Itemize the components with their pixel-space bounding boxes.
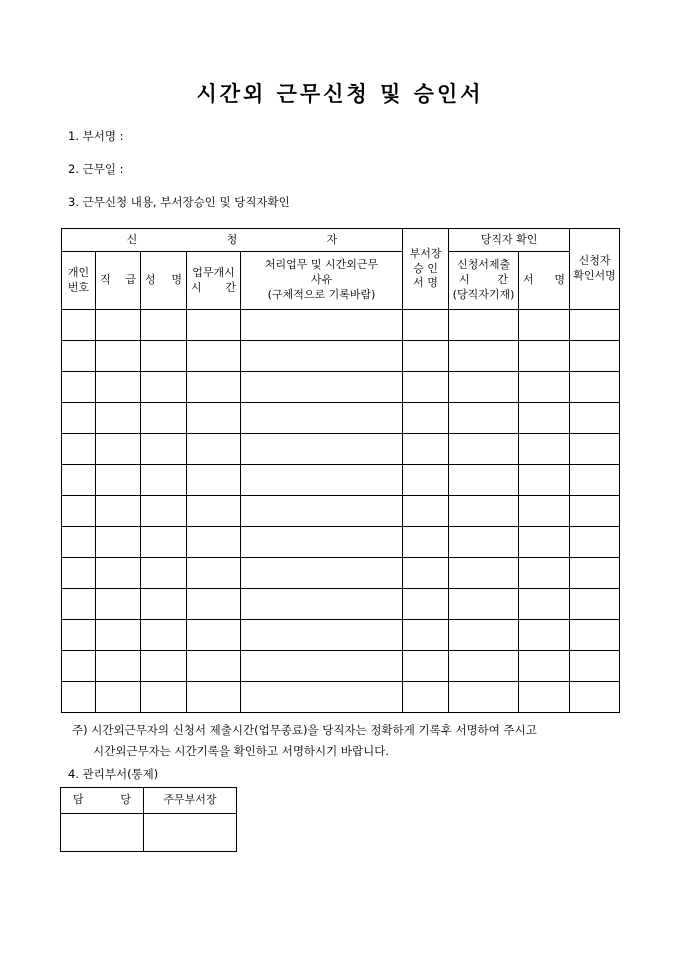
table-cell[interactable] — [96, 403, 141, 434]
table-cell[interactable] — [449, 682, 519, 713]
table-cell[interactable] — [96, 434, 141, 465]
table-cell[interactable] — [519, 651, 570, 682]
table-cell[interactable] — [141, 651, 187, 682]
work-reason-line1: 처리업무 및 시간외근무 — [264, 258, 379, 272]
table-cell[interactable] — [187, 620, 241, 651]
table-cell[interactable] — [62, 589, 96, 620]
mgmt-staff-char-1: 담 — [73, 793, 84, 807]
table-cell[interactable] — [570, 682, 620, 713]
table-cell[interactable] — [141, 527, 187, 558]
submit-time-char-2: 간 — [497, 273, 509, 287]
table-cell[interactable] — [96, 651, 141, 682]
start-time-char-1: 시 — [191, 280, 202, 294]
work-date-label: 2. 근무일 : — [68, 162, 124, 176]
note-line1: 시간외근무자의 신청서 제출시간(업무종료)을 당직자는 정확하게 기록후 서명하여 주시고 — [91, 723, 537, 737]
table-cell[interactable] — [403, 310, 449, 341]
table-cell[interactable] — [449, 372, 519, 403]
table-cell[interactable] — [62, 465, 96, 496]
mgmt-staff-header — [61, 788, 144, 814]
table-cell[interactable] — [449, 496, 519, 527]
table-cell[interactable] — [187, 434, 241, 465]
table-cell[interactable] — [241, 682, 403, 713]
table-cell[interactable] — [403, 341, 449, 372]
table-cell[interactable] — [241, 651, 403, 682]
submit-time-line3: (당직자기재) — [452, 287, 515, 301]
table-cell[interactable] — [141, 496, 187, 527]
confirm-line1: 신청자 — [578, 254, 611, 268]
table-cell[interactable] — [449, 589, 519, 620]
duty-sign-char-2: 명 — [554, 273, 566, 287]
table-cell[interactable] — [96, 496, 141, 527]
mgmt-chief-header: 주무부서장 — [144, 788, 237, 814]
start-time-line1: 업무개시 — [192, 265, 235, 279]
table-row — [62, 682, 620, 713]
dept-head-line3: 서 명 — [413, 276, 438, 290]
table-cell[interactable] — [570, 496, 620, 527]
applicant-group-header — [62, 229, 403, 252]
table-cell[interactable] — [403, 589, 449, 620]
table-cell[interactable] — [62, 682, 96, 713]
table-cell[interactable] — [187, 682, 241, 713]
table-cell[interactable] — [62, 434, 96, 465]
dept-head-line2: 승 인 — [413, 261, 438, 275]
dept-name-label: 1. 부서명 : — [68, 129, 124, 143]
work-reason-header — [241, 252, 403, 310]
table-cell[interactable] — [570, 403, 620, 434]
table-cell[interactable] — [241, 310, 403, 341]
table-cell[interactable] — [570, 558, 620, 589]
table-cell[interactable] — [241, 465, 403, 496]
submit-time-header — [449, 252, 519, 310]
table-cell[interactable] — [241, 527, 403, 558]
table-cell[interactable] — [62, 403, 96, 434]
table-cell[interactable] — [449, 651, 519, 682]
note-line2: 시간외근무자는 시간기록을 확인하고 서명하시기 바랍니다. — [93, 744, 389, 758]
dept-head-line1: 부서장 — [409, 246, 442, 260]
table-cell[interactable] — [187, 372, 241, 403]
name-char-2: 명 — [171, 273, 182, 287]
table-cell[interactable] — [403, 682, 449, 713]
table-cell[interactable] — [403, 403, 449, 434]
table-cell[interactable] — [449, 341, 519, 372]
applicant-char-3: 자 — [326, 232, 338, 246]
personal-no-header — [62, 252, 96, 310]
table-cell[interactable] — [241, 403, 403, 434]
table-cell[interactable] — [62, 341, 96, 372]
table-cell[interactable] — [570, 620, 620, 651]
personal-no-line2: 번호 — [67, 280, 90, 294]
table-cell[interactable] — [449, 310, 519, 341]
table-cell[interactable] — [96, 465, 141, 496]
table-cell[interactable] — [449, 403, 519, 434]
table-row — [62, 620, 620, 651]
table-cell[interactable] — [187, 651, 241, 682]
table-cell[interactable] — [519, 341, 570, 372]
table-cell[interactable] — [570, 341, 620, 372]
duty-confirm-header: 당직자 확인 — [449, 229, 570, 252]
table-cell[interactable] — [570, 527, 620, 558]
table-row — [62, 403, 620, 434]
personal-no-line1: 개인 — [67, 265, 90, 279]
mgmt-staff-char-2: 당 — [120, 793, 131, 807]
table-cell[interactable] — [187, 558, 241, 589]
table-cell[interactable] — [449, 465, 519, 496]
table-cell[interactable] — [62, 496, 96, 527]
section4-label: 4. 관리부서(통제) — [68, 767, 159, 781]
submit-time-char-1: 시 — [459, 273, 470, 287]
table-cell[interactable] — [241, 434, 403, 465]
table-cell[interactable] — [570, 310, 620, 341]
table-cell[interactable] — [241, 496, 403, 527]
applicant-char-2: 청 — [226, 232, 238, 246]
table-row — [62, 465, 620, 496]
note-prefix: 주) — [72, 723, 88, 737]
table-cell[interactable] — [519, 403, 570, 434]
table-cell[interactable] — [403, 620, 449, 651]
table-cell[interactable] — [241, 372, 403, 403]
table-cell[interactable] — [403, 465, 449, 496]
note-block — [72, 720, 632, 762]
table-cell[interactable] — [141, 434, 187, 465]
table-cell[interactable] — [141, 589, 187, 620]
table-row — [62, 434, 620, 465]
table-row — [62, 558, 620, 589]
table-row — [62, 651, 620, 682]
table-cell[interactable] — [187, 341, 241, 372]
mgmt-chief-sign-cell[interactable] — [144, 814, 237, 852]
table-cell[interactable] — [187, 496, 241, 527]
submit-time-line1: 신청서제출 — [456, 258, 511, 272]
table-cell[interactable] — [62, 527, 96, 558]
table-row — [62, 496, 620, 527]
table-cell[interactable] — [141, 403, 187, 434]
table-cell[interactable] — [403, 527, 449, 558]
table-cell[interactable] — [570, 434, 620, 465]
table-cell[interactable] — [187, 589, 241, 620]
start-time-char-2: 간 — [225, 280, 236, 294]
mgmt-staff-sign-cell[interactable] — [61, 814, 144, 852]
applicant-char-1: 신 — [126, 232, 138, 246]
table-cell[interactable] — [141, 341, 187, 372]
table-cell[interactable] — [449, 620, 519, 651]
table-cell[interactable] — [449, 434, 519, 465]
table-cell[interactable] — [449, 558, 519, 589]
table-cell[interactable] — [241, 620, 403, 651]
table-cell[interactable] — [241, 341, 403, 372]
table-cell[interactable] — [187, 403, 241, 434]
table-cell[interactable] — [96, 341, 141, 372]
table-row — [62, 527, 620, 558]
table-row — [62, 341, 620, 372]
table-cell[interactable] — [96, 558, 141, 589]
table-cell[interactable] — [519, 527, 570, 558]
table-cell[interactable] — [519, 434, 570, 465]
rank-char-2: 급 — [125, 273, 136, 287]
section3-label: 3. 근무신청 내용, 부서장승인 및 당직자확인 — [68, 195, 290, 209]
duty-sign-char-1: 서 — [523, 273, 534, 287]
table-cell[interactable] — [62, 558, 96, 589]
table-cell[interactable] — [519, 682, 570, 713]
table-cell[interactable] — [570, 651, 620, 682]
table-cell[interactable] — [519, 620, 570, 651]
applicant-confirm-header — [570, 229, 620, 310]
table-cell[interactable] — [519, 372, 570, 403]
management-table — [60, 787, 237, 852]
blank-rows — [62, 310, 620, 713]
overtime-table — [61, 228, 620, 713]
table-cell[interactable] — [96, 310, 141, 341]
table-cell[interactable] — [62, 651, 96, 682]
table-cell[interactable] — [141, 372, 187, 403]
table-cell[interactable] — [519, 589, 570, 620]
table-cell[interactable] — [62, 372, 96, 403]
table-cell[interactable] — [96, 682, 141, 713]
table-cell[interactable] — [141, 465, 187, 496]
table-cell[interactable] — [519, 496, 570, 527]
table-cell[interactable] — [187, 527, 241, 558]
table-cell[interactable] — [403, 496, 449, 527]
start-time-header — [187, 252, 241, 310]
table-cell[interactable] — [96, 527, 141, 558]
table-cell[interactable] — [570, 372, 620, 403]
table-cell[interactable] — [570, 465, 620, 496]
table-cell[interactable] — [519, 558, 570, 589]
table-cell[interactable] — [570, 589, 620, 620]
table-row — [62, 372, 620, 403]
rank-header — [96, 252, 141, 310]
table-cell[interactable] — [141, 682, 187, 713]
table-cell[interactable] — [96, 620, 141, 651]
table-cell[interactable] — [62, 310, 96, 341]
table-cell[interactable] — [403, 372, 449, 403]
name-header — [141, 252, 187, 310]
table-cell[interactable] — [403, 651, 449, 682]
name-char-1: 성 — [145, 273, 156, 287]
dept-head-approval-header — [403, 229, 449, 310]
table-row — [62, 589, 620, 620]
table-cell[interactable] — [141, 310, 187, 341]
table-row — [62, 310, 620, 341]
table-cell[interactable] — [241, 558, 403, 589]
table-cell[interactable] — [241, 589, 403, 620]
table-cell[interactable] — [519, 465, 570, 496]
rank-char-1: 직 — [100, 273, 111, 287]
table-cell[interactable] — [96, 372, 141, 403]
table-cell[interactable] — [187, 465, 241, 496]
table-cell[interactable] — [141, 558, 187, 589]
table-cell[interactable] — [62, 620, 96, 651]
work-reason-line2: 사유 — [310, 273, 333, 287]
table-cell[interactable] — [141, 620, 187, 651]
table-cell[interactable] — [519, 310, 570, 341]
table-cell[interactable] — [187, 310, 241, 341]
page-title: 시간외 근무신청 및 승인서 — [196, 81, 484, 106]
table-cell[interactable] — [449, 527, 519, 558]
table-cell[interactable] — [403, 434, 449, 465]
work-reason-line3: (구체적으로 기록바람) — [267, 287, 376, 301]
confirm-line2: 확인서명 — [573, 269, 616, 282]
table-cell[interactable] — [403, 558, 449, 589]
table-cell[interactable] — [96, 589, 141, 620]
duty-sign-header — [519, 252, 570, 310]
